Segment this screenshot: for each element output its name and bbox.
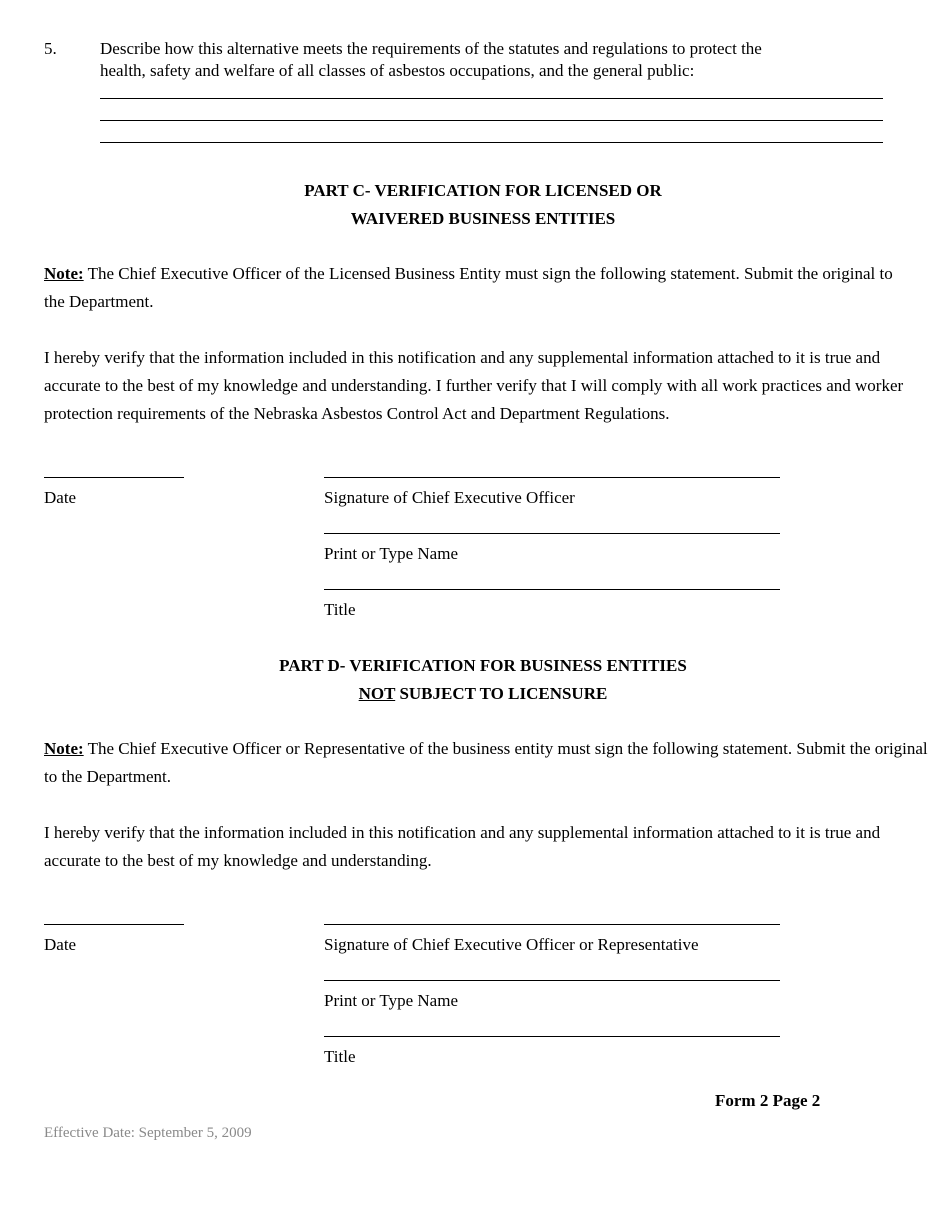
part-d-signature-line[interactable] xyxy=(324,924,780,925)
part-d-date-label: Date xyxy=(44,935,77,954)
part-d-heading-rest: SUBJECT TO LICENSURE xyxy=(395,684,608,703)
note-text: The Chief Executive Officer of the Licensed Business Entity must sign the following statement. Submit the original to the Department. xyxy=(44,264,893,311)
part-d-title-line[interactable] xyxy=(324,1036,780,1037)
part-c-title-label: Title xyxy=(324,600,356,619)
part-d-date-line[interactable] xyxy=(44,924,184,925)
note-label: Note: xyxy=(44,739,84,758)
part-d-heading-not: NOT xyxy=(358,684,396,703)
item-question-line-1: Describe how this alternative meets the requirements of the statutes and regulations to protect the xyxy=(100,39,762,58)
part-c-name-line[interactable] xyxy=(324,533,780,534)
part-c-statement: I hereby verify that the information included in this notification and any supplemental information attached to it is true and accurate to the best of my knowledge and understanding. I further verify that I will comply with all work practices and worker protection requirements of the Nebraska Asbestos Control Act and Department Regulations. xyxy=(44,348,904,423)
part-d-name-line[interactable] xyxy=(324,980,780,981)
note-label: Note: xyxy=(44,264,84,283)
part-d-signature-label: Signature of Chief Executive Officer or Representative xyxy=(324,935,699,954)
part-c-heading-line-1: PART C- VERIFICATION FOR LICENSED OR xyxy=(304,181,662,200)
part-d-note xyxy=(44,735,934,791)
page-label: Form 2 Page 2 xyxy=(715,1091,821,1110)
part-c-date-line[interactable] xyxy=(44,477,184,478)
answer-line-2[interactable] xyxy=(100,120,883,121)
answer-line-1[interactable] xyxy=(100,98,883,99)
part-d-heading-line-2 xyxy=(0,683,950,705)
item-number: 5. xyxy=(44,39,57,58)
part-c-name-label: Print or Type Name xyxy=(324,544,458,563)
part-d-title-label: Title xyxy=(324,1047,356,1066)
item-question-line-2: health, safety and welfare of all classes of asbestos occupations, and the general public: xyxy=(100,61,695,80)
part-c-title-line[interactable] xyxy=(324,589,780,590)
part-c-signature-line[interactable] xyxy=(324,477,780,478)
part-c-heading-line-2: WAIVERED BUSINESS ENTITIES xyxy=(350,209,616,228)
part-d-heading-line-1: PART D- VERIFICATION FOR BUSINESS ENTITIES xyxy=(279,656,687,675)
effective-date: Effective Date: September 5, 2009 xyxy=(44,1125,252,1141)
part-d-name-label: Print or Type Name xyxy=(324,991,458,1010)
part-c-note xyxy=(44,260,904,316)
part-d-statement: I hereby verify that the information included in this notification and any supplemental information attached to it is true and accurate to the best of my knowledge and understanding. xyxy=(44,823,881,870)
answer-line-3[interactable] xyxy=(100,142,883,143)
note-text: The Chief Executive Officer or Representative of the business entity must sign the following statement. Submit the original to the Department. xyxy=(44,739,928,786)
part-c-date-label: Date xyxy=(44,488,77,507)
part-c-signature-label: Signature of Chief Executive Officer xyxy=(324,488,575,507)
